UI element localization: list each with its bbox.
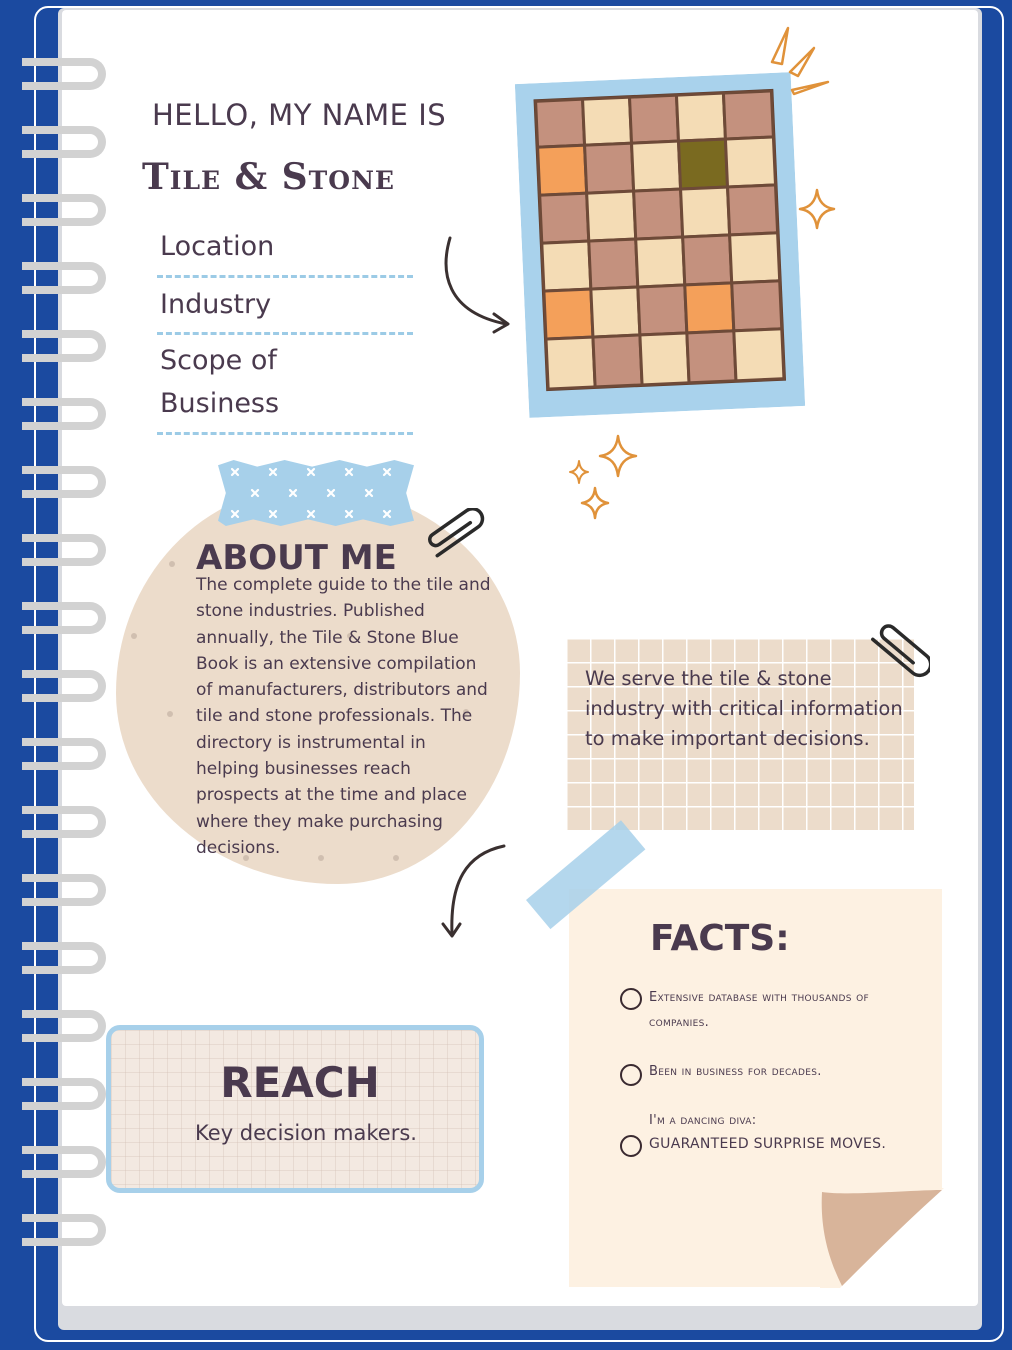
location-underline <box>157 275 413 278</box>
spiral-ring <box>22 1146 106 1178</box>
spiral-ring <box>22 466 106 498</box>
sparkle-star-icon <box>598 434 638 478</box>
checkbox-circle-icon <box>620 1064 642 1086</box>
fact-item-3-line2: GUARANTEED SURPRISE MOVES. <box>649 1136 887 1152</box>
spiral-ring <box>22 58 106 90</box>
spiral-ring <box>22 330 106 362</box>
sparkle-lines-icon <box>764 22 834 98</box>
spiral-ring <box>22 1010 106 1042</box>
checkbox-circle-icon <box>620 1135 642 1157</box>
curved-arrow-icon <box>436 232 520 336</box>
industry-field-label: Industry <box>160 289 272 320</box>
spiral-ring <box>22 942 106 974</box>
fact-item-3-line1: I'm a dancing diva: <box>649 1113 757 1128</box>
spiral-ring <box>22 874 106 906</box>
paperclip-icon <box>860 622 930 694</box>
checkbox-circle-icon <box>620 988 642 1010</box>
tape-x-pattern <box>218 460 414 526</box>
facts-title: FACTS: <box>650 918 790 959</box>
page-curl <box>820 1188 944 1288</box>
spiral-ring <box>22 398 106 430</box>
reach-title: REACH <box>220 1058 380 1107</box>
about-description: The complete guide to the tile and stone industries. Published annually, the Tile & Stone Blue Book is an extensive compilation of manufacturers, distributors and tile and stone professionals. The directory is instrumental in helping businesses reach prospects at the time and place where they make purchasing decisions. <box>196 575 491 858</box>
location-field-label: Location <box>160 231 275 262</box>
tile-photo-image <box>515 72 805 418</box>
sparkle-star-icon <box>568 459 590 485</box>
reach-card <box>106 1025 484 1193</box>
washi-tape <box>218 460 414 526</box>
scope-field-label-line1: Scope of <box>160 345 277 376</box>
fact-item-1-line2: companies. <box>649 1015 710 1030</box>
fact-item-2: Been in business for decades. <box>649 1064 822 1079</box>
sparkle-star-icon <box>580 486 610 520</box>
scope-field-label-line2: Business <box>160 388 280 419</box>
spiral-ring <box>22 534 106 566</box>
brand-name: Tile & Stone <box>142 156 395 198</box>
spiral-ring <box>22 602 106 634</box>
spiral-ring <box>22 1078 106 1110</box>
mission-text: We serve the tile & stone industry with critical information to make important decisions. <box>585 667 903 750</box>
spiral-ring <box>22 262 106 294</box>
spiral-ring <box>22 126 106 158</box>
sparkle-star-icon <box>798 188 836 230</box>
reach-subtitle: Key decision makers. <box>195 1121 417 1145</box>
spiral-ring <box>22 670 106 702</box>
industry-underline <box>157 332 413 335</box>
paperclip-icon <box>424 508 498 570</box>
greeting-text: HELLO, MY NAME IS <box>152 98 447 132</box>
scope-underline <box>157 432 413 435</box>
about-title: ABOUT ME <box>196 538 397 578</box>
tile-photo <box>515 72 805 418</box>
fact-item-1-line1: Extensive database with thousands of <box>649 990 870 1005</box>
spiral-ring <box>22 806 106 838</box>
spiral-ring <box>22 738 106 770</box>
spiral-ring <box>22 1214 106 1246</box>
spiral-ring <box>22 194 106 226</box>
curved-arrow-icon <box>436 842 512 942</box>
